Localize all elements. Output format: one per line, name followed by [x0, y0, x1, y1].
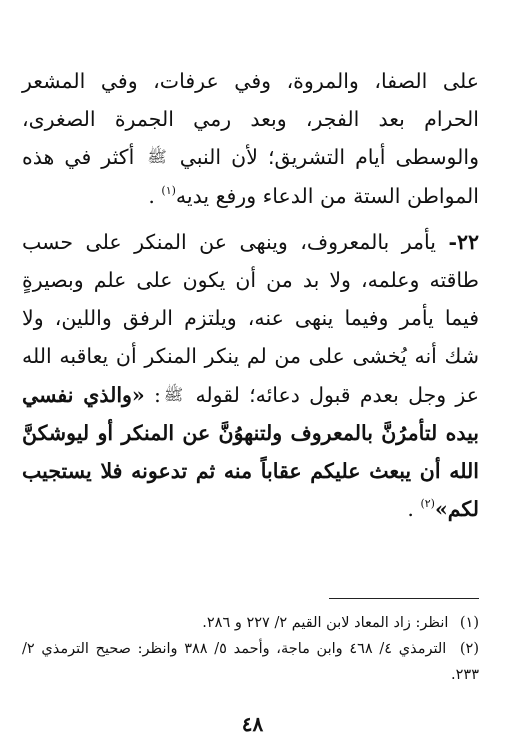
paragraph-2	[22, 223, 479, 529]
footnote-2	[22, 636, 479, 688]
footnote-ref-1[interactable]: (١)	[161, 183, 176, 197]
salawat-glyph: ﷺ	[147, 147, 167, 167]
paragraph-1-tail: أكثر في هذه المواطن الستة من الدعاء ورفع يديه	[22, 145, 479, 208]
footnote-marker: (١)	[459, 615, 479, 631]
hadith-quote: «والذي نفسي بيده لتأمرُنَّ بالمعروف ولتنهوُنَّ عن المنكر أو ليوشكنَّ الله أن يبعث عليكم عقاباً منه ثم تدعونه فلا يستجيب لكم»	[22, 382, 479, 522]
footnote-1	[22, 610, 479, 636]
paragraph-1-lead: على الصفا، والمروة، وفي عرفات، وفي المشعر الحرام بعد الفجر، وبعد رمي الجمرة الصغرى، والوسطى أيام التشريق؛ لأن النبي	[22, 69, 479, 170]
paragraph-2-colon: :	[153, 382, 161, 407]
paragraph-1-end: .	[148, 183, 155, 208]
footnote-divider	[329, 598, 479, 599]
footnote-text: انظر: زاد المعاد لابن القيم ٢/ ٢٢٧ و ٢٨٦.	[202, 615, 449, 631]
footnote-text: الترمذي ٤/ ٤٦٨ وابن ماجة، وأحمد ٥/ ٣٨٨ وانظر: صحيح الترمذي ٢/ ٢٣٣.	[22, 641, 479, 683]
paragraph-2-lead: يأمر بالمعروف، وينهى عن المنكر على حسب طاقته وعلمه، ولا بد من أن يكون على علم وبصيرةٍ فيما يأمر وفيما ينهى عنه، ويلتزم الرفق واللين، ولا شك أنه يُخشى على من لم ينكر المنكر أن يعاقبه الله عز وجل بعدم قبول دعائه؛ لقوله	[22, 229, 479, 407]
footnote-marker: (٢)	[459, 641, 479, 657]
footnotes	[22, 610, 479, 688]
paragraph-1	[22, 62, 479, 215]
page-number: ٤٨	[241, 712, 264, 736]
footnote-ref-2[interactable]: (٢)	[420, 497, 435, 511]
paragraph-2-end: .	[407, 497, 414, 522]
main-text	[22, 62, 479, 528]
item-number: ٢٢-	[448, 229, 479, 254]
salawat-glyph: ﷺ	[163, 384, 184, 404]
